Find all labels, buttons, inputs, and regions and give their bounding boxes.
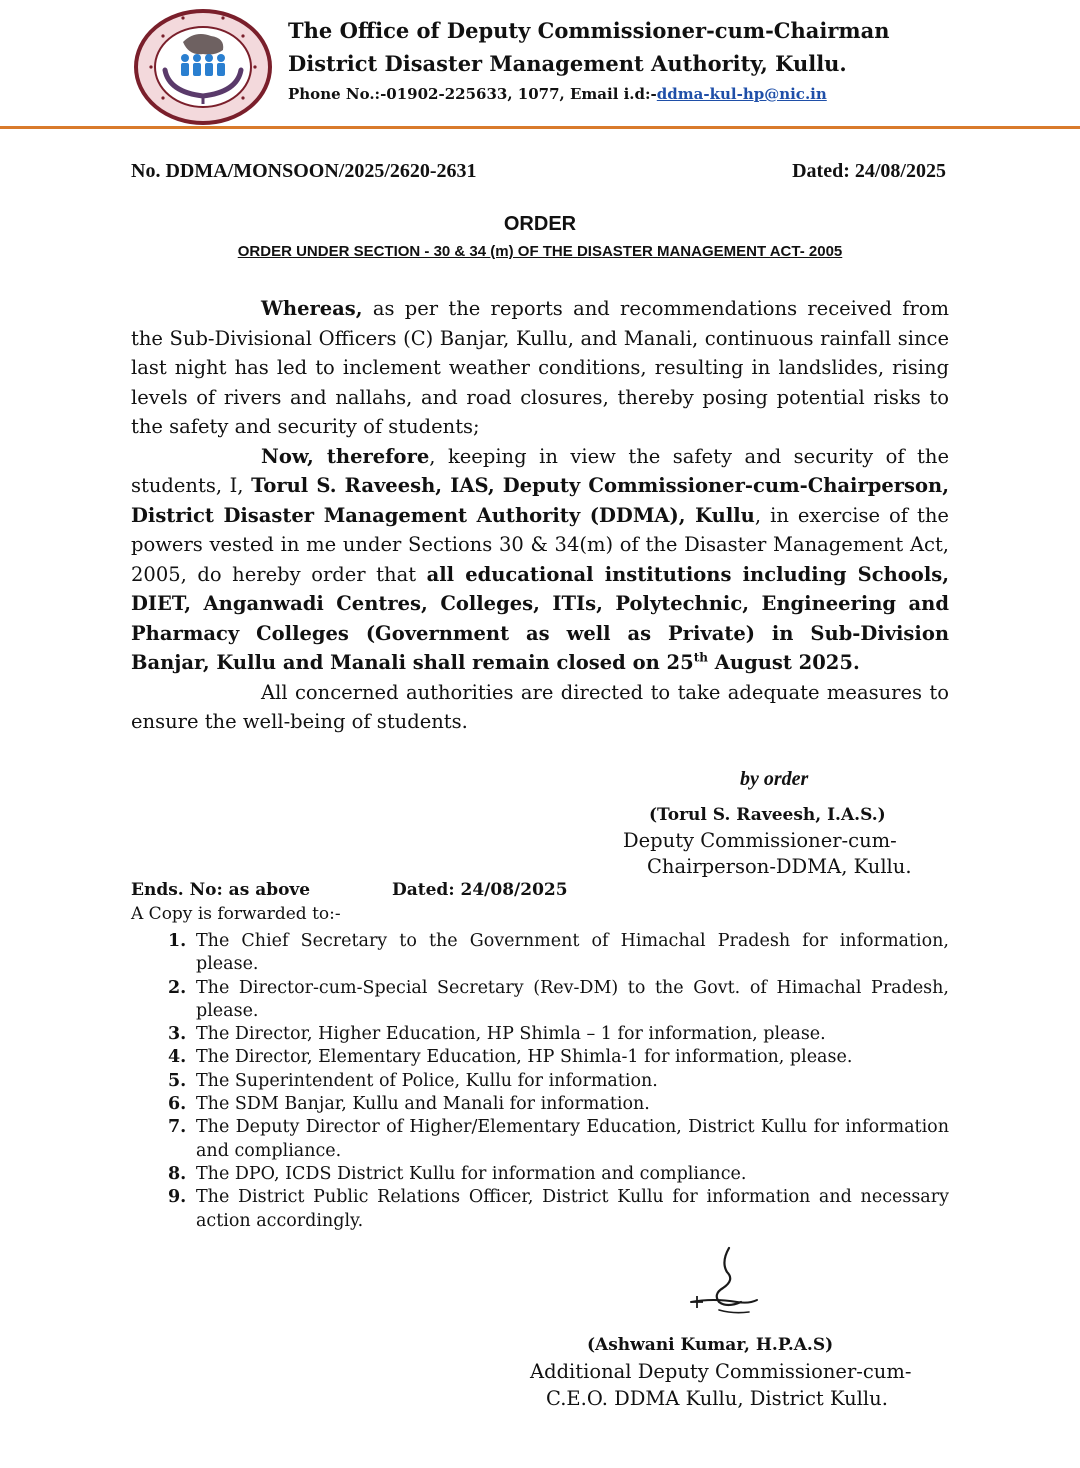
by-order-label: by order (740, 768, 809, 790)
issuing-officer: Torul S. Raveesh, IAS, Deputy Commissioner-cum-Chairperson, District Disaster Management Authority (DDMA), Kullu (131, 474, 950, 527)
whereas-lead: Whereas, (261, 297, 363, 320)
list-item-number: 9. (168, 1187, 187, 1208)
list-item (160, 1093, 949, 1116)
closure-order-text: all educational institutions including Schools, DIET, Anganwadi Centres, Colleges, ITIs, Polytechnic, Engineering and Pharmacy Colleges (Government as well as Private) in Sub-Division Banjar, Kullu and Manali shall remain closed on 25 (131, 562, 949, 674)
contact-line (288, 83, 890, 105)
list-item-number: 3. (168, 1024, 187, 1045)
list-item-text: The Director, Elementary Education, HP Shimla-1 for information, please. (196, 1047, 853, 1068)
endorsement-date: Dated: 24/08/2025 (392, 880, 568, 900)
header-divider (0, 126, 1080, 129)
list-item-text: The Director, Higher Education, HP Shimla – 1 for information, please. (196, 1024, 826, 1045)
list-item-number: 7. (168, 1117, 187, 1138)
list-item-number: 1. (168, 931, 187, 951)
authority-title: District Disaster Management Authority, Kullu. (288, 51, 847, 76)
contact-phone: Phone No.:-01902-225633, 1077, Email i.d:- (288, 85, 657, 103)
paragraph-now-therefore (131, 442, 949, 678)
endorsing-officer-designation-line1: Additional Deputy Commissioner-cum- (530, 1360, 912, 1383)
endorsement-number: Ends. No: as above (131, 880, 311, 900)
endorsing-officer-name: (Ashwani Kumar, H.P.A.S) (587, 1335, 834, 1355)
list-item (160, 1116, 949, 1163)
list-item-text: The Superintendent of Police, Kullu for information. (196, 1070, 658, 1091)
list-item-number: 4. (168, 1047, 187, 1068)
now-therefore-text: , keeping in view the safety and security of the students, I, (131, 444, 949, 497)
list-item-number: 6. (168, 1094, 187, 1115)
order-body (131, 294, 949, 737)
list-item-text: The DPO, ICDS District Kullu for information and compliance. (196, 1163, 747, 1184)
copy-forwarded-label: A Copy is forwarded to:- (131, 904, 341, 924)
list-item (160, 1023, 949, 1046)
whereas-text: as per the reports and recommendations received from the Sub-Divisional Officers (C) Banjar, Kullu, and Manali, continuous rainfall since last night has led to inclement weather conditions, resulting in landslides, rising levels of rivers and nallahs, and road closures, thereby posing potential risks to the safety and security of students; (131, 297, 949, 438)
list-item-text: The Director-cum-Special Secretary (Rev-DM) to the Govt. of Himachal Pradesh, please. (196, 977, 949, 1021)
order-subheading: ORDER UNDER SECTION - 30 & 34 (m) OF THE DISASTER MANAGEMENT ACT- 2005 (237, 243, 843, 260)
list-item (160, 1070, 949, 1093)
list-item (160, 977, 949, 1024)
paragraph-directive: All concerned authorities are directed to take adequate measures to ensure the well-being of students. (131, 680, 949, 733)
signatory-designation-line1: Deputy Commissioner-cum- (623, 829, 897, 852)
copy-recipient-list (160, 930, 949, 1233)
paragraph-whereas (131, 294, 949, 442)
list-item-text: The Deputy Director of Higher/Elementary Education, District Kullu for information and compliance. (196, 1117, 949, 1161)
reference-number: No. DDMA/MONSOON/2025/2620-2631 (131, 160, 477, 182)
order-heading: ORDER (503, 213, 577, 235)
handwritten-signature-icon (683, 1244, 763, 1320)
now-therefore-lead: Now, therefore (261, 444, 430, 468)
list-item-text: The SDM Banjar, Kullu and Manali for information. (196, 1094, 650, 1115)
list-item-number: 2. (168, 977, 187, 998)
list-item (160, 930, 949, 977)
email-link[interactable]: ddma-kul-hp@nic.in (656, 85, 827, 103)
signatory-name: (Torul S. Raveesh, I.A.S.) (649, 805, 886, 825)
powers-text: , in exercise of the powers vested in me under Sections 30 & 34(m) of the Disaster Management Act, 2005, do hereby order that (131, 503, 949, 586)
list-item (160, 1046, 949, 1069)
endorsing-officer-designation-line2: C.E.O. DDMA Kullu, District Kullu. (546, 1387, 888, 1410)
closure-order-date: August 2025. (707, 651, 860, 674)
list-item-text: The Chief Secretary to the Government of Himachal Pradesh for information, please. (196, 931, 949, 975)
list-item-text: The District Public Relations Officer, District Kullu for information and necessary action accordingly. (196, 1187, 949, 1231)
office-title: The Office of Deputy Commissioner-cum-Chairman (288, 18, 890, 43)
letterhead (288, 16, 890, 105)
list-item-number: 8. (168, 1163, 187, 1184)
list-item (160, 1163, 949, 1186)
reference-date: Dated: 24/08/2025 (792, 160, 946, 182)
date-suffix: th (693, 650, 708, 665)
list-item (160, 1186, 949, 1233)
signatory-designation-line2: Chairperson-DDMA, Kullu. (647, 855, 912, 878)
ddma-emblem-icon (133, 8, 273, 126)
list-item-number: 5. (168, 1070, 187, 1091)
